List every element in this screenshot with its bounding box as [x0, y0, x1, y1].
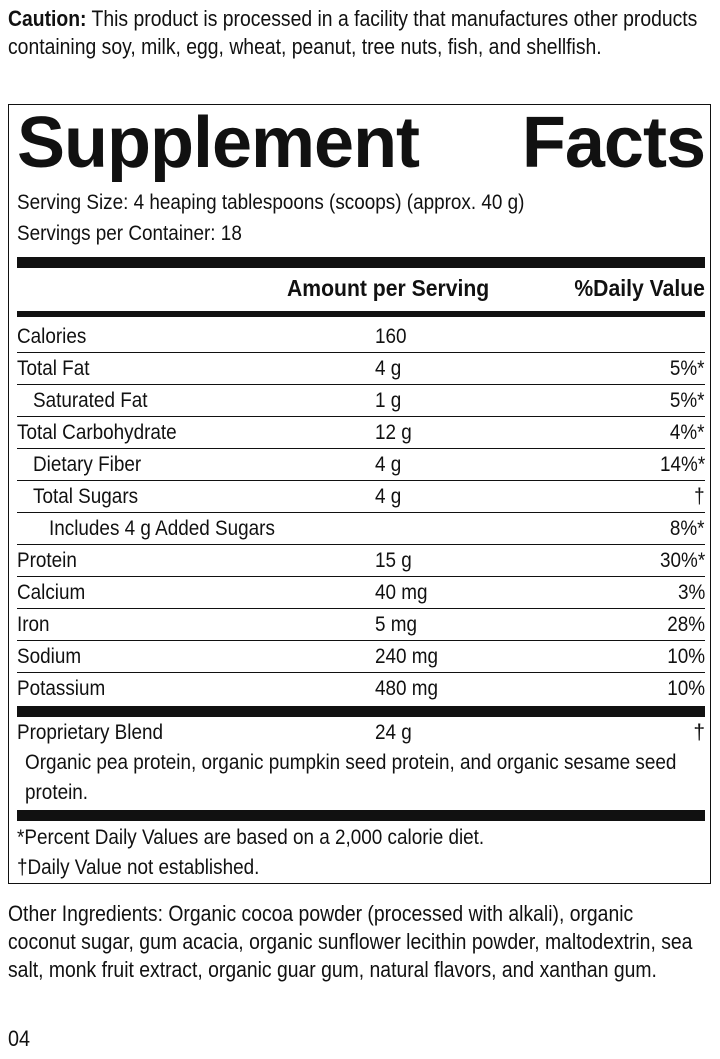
medium-divider: [17, 311, 705, 317]
nutrient-amount: 4 g: [375, 453, 402, 476]
nutrient-name: Total Carbohydrate: [17, 421, 177, 444]
nutrient-amount: 240 mg: [375, 645, 439, 668]
nutrient-dv: †: [694, 485, 705, 508]
product-code: 04: [8, 1026, 31, 1051]
nutrient-dv: 28%: [667, 613, 705, 636]
table-row: [17, 385, 705, 417]
nutrient-table: [17, 321, 705, 704]
thick-divider-bottom: [17, 810, 705, 821]
nutrient-name: Protein: [17, 549, 77, 572]
supplement-facts-panel: [8, 104, 711, 884]
header-amount: Amount per Serving: [287, 275, 490, 301]
blend-row: [17, 717, 705, 748]
panel-title: [17, 99, 705, 187]
nutrient-dv: 5%*: [670, 357, 705, 380]
nutrient-dv: 5%*: [670, 389, 705, 412]
nutrient-amount: 4 g: [375, 357, 402, 380]
nutrient-amount: 4 g: [375, 485, 402, 508]
footnote-dagger: †Daily Value not established.: [17, 856, 260, 879]
footnote-percent: *Percent Daily Values are based on a 2,000 calorie diet.: [17, 826, 485, 849]
nutrient-dv: 10%: [667, 677, 705, 700]
thick-divider-top: [17, 257, 705, 268]
caution-statement: [8, 5, 708, 61]
title-supplement: Supplement: [17, 103, 420, 183]
nutrient-name: Saturated Fat: [33, 389, 148, 412]
table-row: [17, 641, 705, 673]
blend-name: Proprietary Blend: [17, 721, 164, 744]
column-header: [17, 270, 705, 306]
nutrient-name: Sodium: [17, 645, 82, 668]
table-row: [17, 545, 705, 577]
other-ingredients: Other Ingredients: Organic cocoa powder (processed with alkali), organic coconut sugar, gum acacia, organic sunflower lecithin powder, maltodextrin, sea salt, monk fruit extract, organic guar gum, natural flavors, and xanthan gum.: [8, 901, 693, 982]
nutrient-dv: 10%: [667, 645, 705, 668]
table-row: [17, 609, 705, 641]
header-daily-value: %Daily Value: [574, 275, 705, 301]
blend-description: Organic pea protein, organic pumpkin seed protein, and organic sesame seed protein.: [25, 751, 677, 804]
nutrient-name: Calcium: [17, 581, 86, 604]
table-row: [17, 417, 705, 449]
caution-text: This product is processed in a facility that manufactures other products containing soy, milk, egg, wheat, peanut, tree nuts, fish, and shellfish.: [8, 6, 698, 59]
blend-amount: 24 g: [375, 721, 412, 744]
nutrient-amount: 160: [375, 325, 407, 348]
nutrient-name: Dietary Fiber: [33, 453, 142, 476]
nutrient-name: Includes 4 g Added Sugars: [49, 517, 275, 540]
nutrient-name: Total Fat: [17, 357, 90, 380]
nutrient-dv: 8%*: [670, 517, 705, 540]
nutrient-name: Iron: [17, 613, 50, 636]
nutrient-amount: 12 g: [375, 421, 412, 444]
nutrient-dv: 3%: [677, 581, 705, 604]
nutrient-name: Potassium: [17, 677, 106, 700]
table-row: [17, 513, 705, 545]
table-row: [17, 449, 705, 481]
proprietary-blend: [17, 717, 705, 811]
servings-per-container: Servings per Container: 18: [17, 222, 242, 245]
table-row: [17, 673, 705, 704]
serving-size: Serving Size: 4 heaping tablespoons (scoops) (approx. 40 g): [17, 191, 525, 214]
blend-dv: †: [693, 721, 705, 744]
nutrient-name: Calories: [17, 325, 87, 348]
nutrient-amount: 15 g: [375, 549, 412, 572]
nutrient-name: Total Sugars: [33, 485, 139, 508]
thick-divider-blend: [17, 706, 705, 717]
table-row: [17, 353, 705, 385]
table-row: [17, 481, 705, 513]
nutrient-amount: 480 mg: [375, 677, 439, 700]
nutrient-dv: 30%*: [659, 549, 705, 572]
nutrient-amount: 40 mg: [375, 581, 428, 604]
nutrient-dv: 4%*: [670, 421, 705, 444]
nutrient-amount: 1 g: [375, 389, 402, 412]
table-row: [17, 577, 705, 609]
title-facts: Facts: [521, 103, 705, 183]
caution-label: Caution:: [8, 6, 87, 31]
nutrient-amount: 5 mg: [375, 613, 418, 636]
table-row: [17, 321, 705, 353]
nutrient-dv: 14%*: [659, 453, 705, 476]
